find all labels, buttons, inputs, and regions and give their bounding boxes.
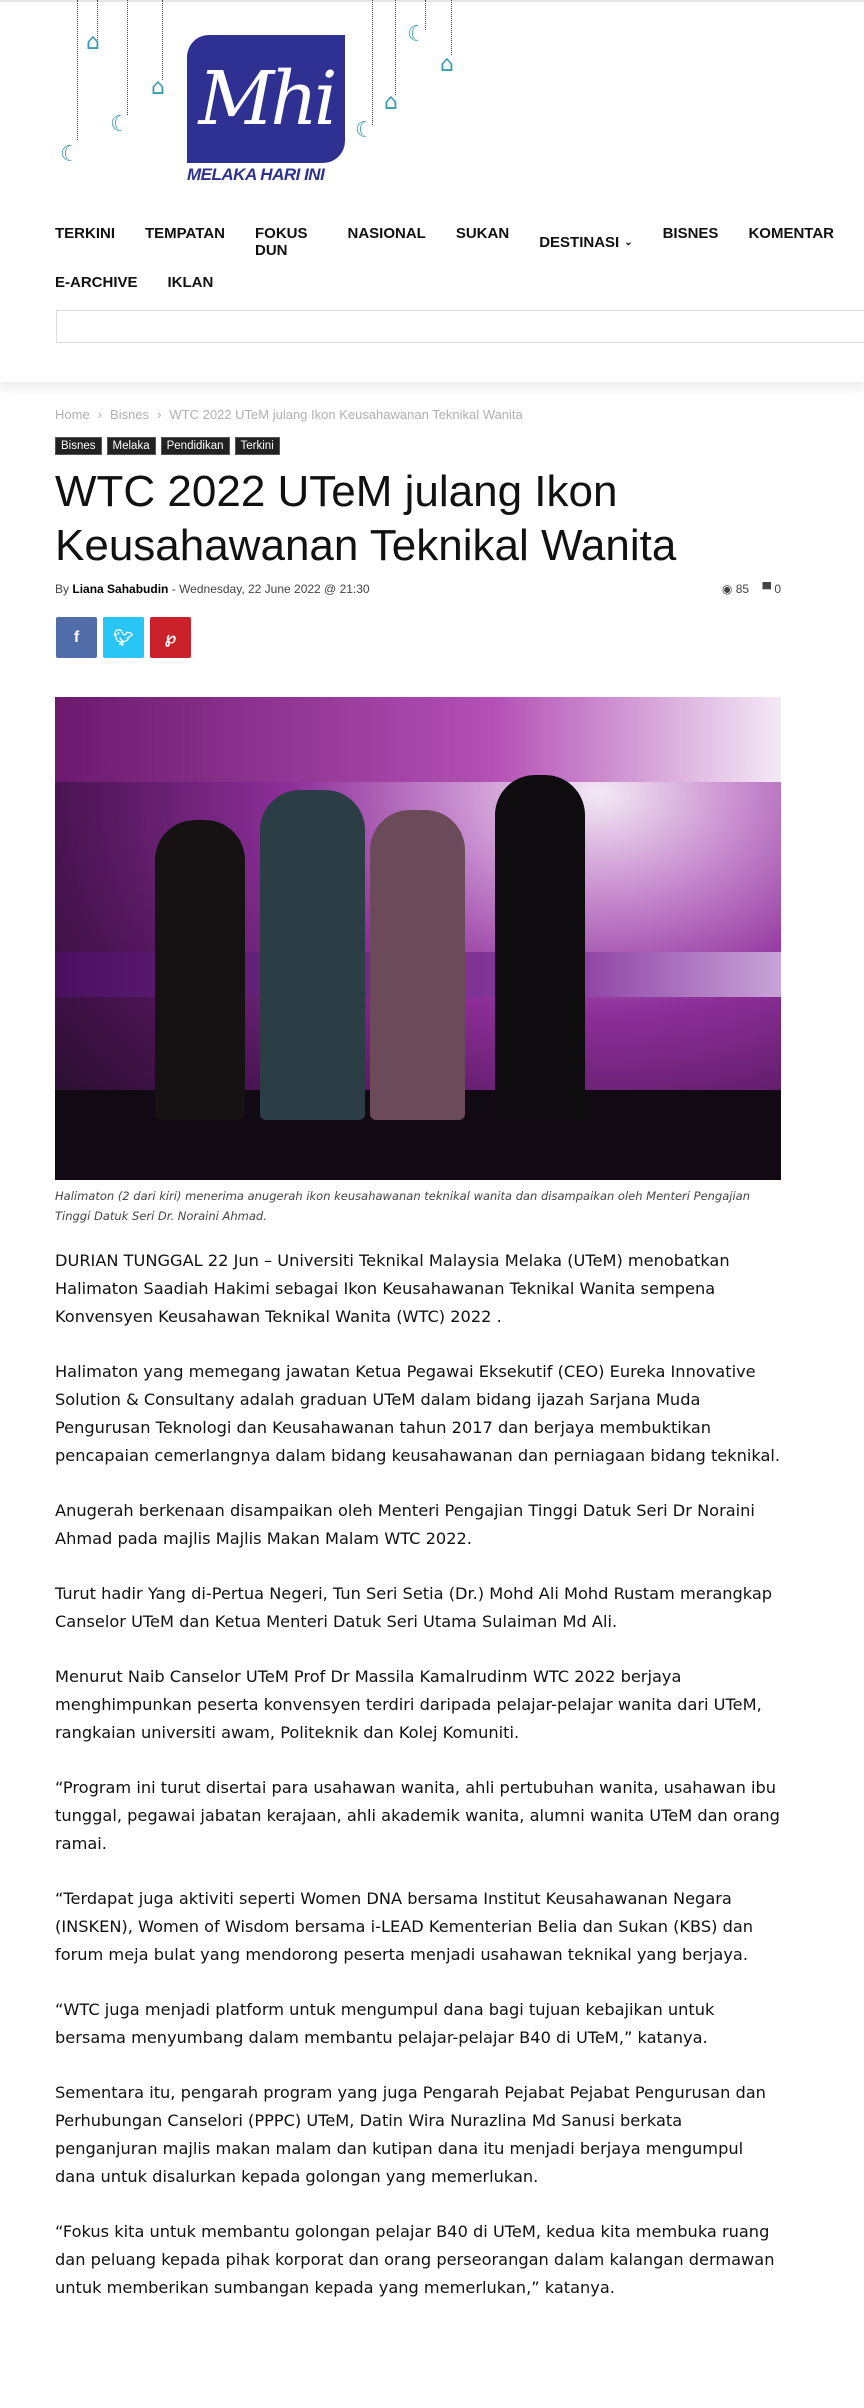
nav-item-e-archive[interactable]: E-ARCHIVE: [55, 274, 138, 291]
chevron-right-icon: ›: [157, 407, 162, 422]
twitter-share-button[interactable]: [103, 617, 144, 658]
paragraph: DURIAN TUNGGAL 22 Jun – Universiti Teknikal Malaysia Melaka (UTeM) menobatkan Halimaton Saadiah Hakimi sebagai Ikon Keusahawanan Teknikal Wanita sempena Konvensyen Keusahawan Teknikal Wanita (WTC) 2022 .: [55, 1251, 730, 1326]
facebook-icon: f: [73, 628, 80, 646]
crescent-moon-icon: ☾: [355, 118, 375, 143]
article-photo: [55, 697, 781, 1180]
eye-icon: ◉: [721, 582, 733, 596]
crescent-moon-icon: ☾: [60, 142, 80, 167]
chevron-right-icon: ›: [97, 407, 103, 422]
lantern-icon: ⌂: [440, 52, 454, 77]
meta-separator: -: [171, 582, 180, 596]
logo-mark: Mhi: [187, 35, 345, 163]
paragraph: Turut hadir Yang di-Pertua Negeri, Tun Seri Setia (Dr.) Mohd Ali Mohd Rustam merangkap Canselor UTeM dan Ketua Menteri Datuk Seri Utama Sulaiman Md Ali.: [55, 1584, 773, 1631]
pinterest-icon: ℘: [164, 629, 177, 647]
nav-item-terkini[interactable]: TERKINI: [55, 225, 115, 242]
paragraph: Halimaton yang memegang jawatan Ketua Pegawai Eksekutif (CEO) Eureka Innovative Solution & Consultany adalah graduan UTeM dalam bidang ijazah Sarjana Muda Pengurusan Teknologi dan Keusahawanan tahun 2017 dan berjaya membuktikan pencapaian cemerlangnya dalam bidang keusahawanan dan perniagaan bidang teknikal.: [55, 1362, 781, 1465]
nav-item-sukan[interactable]: SUKAN: [455, 225, 510, 242]
logo-tagline: MELAKA HARI INI: [187, 165, 325, 184]
paragraph: Sementara itu, pengarah program yang juga Pengarah Pejabat Pejabat Pengurusan dan Perhubungan Canselori (PPPC) UTeM, Datin Wira Nurazlina Md Sanusi berkata penganjuran majlis makan malam dan kutipan dana itu menjadi berjaya mengumpul dana untuk disalurkan kepada golongan yang memerlukan.: [55, 2083, 766, 2186]
main-nav: [55, 225, 864, 259]
nav-item-nasional[interactable]: NASIONAL: [347, 225, 426, 242]
photo-caption: Halimaton (2 dari kiri) menerima anugerah ikon keusahawanan teknikal wanita dan disampaikan oleh Menteri Pengajian Tinggi Datuk Seri Dr. Noraini Ahmad.: [55, 1189, 751, 1223]
top-divider: [0, 0, 864, 2]
article-body: [55, 1247, 785, 2329]
paragraph: “Program ini turut disertai para usahawan wanita, ahli pertubuhan wanita, usahawan ibu tunggal, pegawai jabatan kerajaan, ahli akademik wanita, alumni wanita UTeM dan orang ramai.: [55, 1778, 780, 1853]
lantern-icon: ⌂: [384, 90, 398, 115]
author-link[interactable]: Liana Sahabudin: [72, 582, 169, 596]
search-bar[interactable]: [56, 310, 864, 343]
chevron-down-icon: ⌄: [624, 236, 633, 248]
breadcrumb-bisnes[interactable]: Bisnes: [110, 407, 150, 422]
tag-bisnes[interactable]: Bisnes: [55, 437, 102, 455]
breadcrumb-home[interactable]: Home: [55, 407, 90, 422]
breadcrumb: [55, 407, 523, 422]
site-logo[interactable]: [187, 35, 345, 184]
nav-item-iklan[interactable]: IKLAN: [167, 274, 214, 291]
pinterest-share-button[interactable]: [150, 617, 191, 658]
share-buttons: [56, 617, 191, 658]
breadcrumb-current[interactable]: WTC 2022 UTeM julang Ikon Keusahawanan Teknikal Wanita: [169, 407, 523, 422]
nav-item-bisnes[interactable]: BISNES: [662, 225, 719, 242]
nav-item-komentar[interactable]: KOMENTAR: [748, 225, 834, 242]
article-meta: [55, 582, 781, 596]
paragraph: “WTC juga menjadi platform untuk mengumpul dana bagi tujuan kebajikan untuk bersama menyumbang dalam membantu pelajar-pelajar B40 di UTeM,” katanya.: [55, 2000, 715, 2047]
comment-icon[interactable]: ▀: [762, 582, 771, 596]
paragraph: “Terdapat juga aktiviti seperti Women DNA bersama Institut Keusahawanan Negara (INSKEN), Women of Wisdom bersama i-LEAD Kementerian Belia dan Sukan (KBS) dan forum meja bulat yang mendorong peserta menjadi usahawan teknikal yang berjaya.: [55, 1889, 754, 1964]
site-header: [0, 0, 864, 383]
view-count: 85: [735, 582, 750, 596]
article-stats: [722, 582, 781, 596]
paragraph: Anugerah berkenaan disampaikan oleh Menteri Pengajian Tinggi Datuk Seri Dr Noraini Ahmad pada majlis Majlis Makan Malam WTC 2022.: [55, 1501, 755, 1548]
comment-count[interactable]: 0: [774, 582, 781, 596]
nav-item-fokus-dun[interactable]: FOKUS DUN: [255, 225, 308, 259]
facebook-share-button[interactable]: [56, 617, 97, 658]
lantern-icon: ⌂: [86, 30, 100, 55]
paragraph: Menurut Naib Canselor UTeM Prof Dr Massila Kamalrudinm WTC 2022 berjaya menghimpunkan peserta konvensyen terdiri daripada pelajar-pelajar wanita dari UTeM, rangkaian universiti awam, Politeknik dan Kolej Komuniti.: [55, 1667, 762, 1742]
crescent-moon-icon: ☾: [407, 22, 427, 47]
nav-item-tempatan[interactable]: TEMPATAN: [145, 225, 225, 242]
category-tags: [55, 437, 280, 455]
main-nav-row2: [55, 274, 243, 291]
twitter-icon: 🐦︎: [113, 629, 134, 647]
tag-melaka[interactable]: Melaka: [107, 437, 156, 455]
paragraph: “Fokus kita untuk membantu golongan pelajar B40 di UTeM, kedua kita membuka ruang dan peluang kepada pihak korporat dan orang perseorangan dalam kalangan dermawan untuk memberikan sumbangan kepada yang memerlukan,” katanya.: [55, 2222, 775, 2297]
crescent-moon-icon: ☾: [110, 112, 130, 137]
tag-terkini[interactable]: Terkini: [235, 437, 280, 455]
publish-date: Wednesday, 22 June 2022 @ 21:30: [179, 582, 370, 596]
nav-item-destinasi-label: DESTINASI: [539, 233, 620, 251]
article-title: WTC 2022 UTeM julang Ikon Keusahawanan Teknikal Wanita: [55, 467, 677, 570]
nav-item-destinasi[interactable]: [539, 225, 632, 259]
tag-pendidikan[interactable]: Pendidikan: [161, 437, 230, 455]
by-label: By: [55, 582, 70, 596]
lantern-icon: ⌂: [151, 75, 165, 100]
